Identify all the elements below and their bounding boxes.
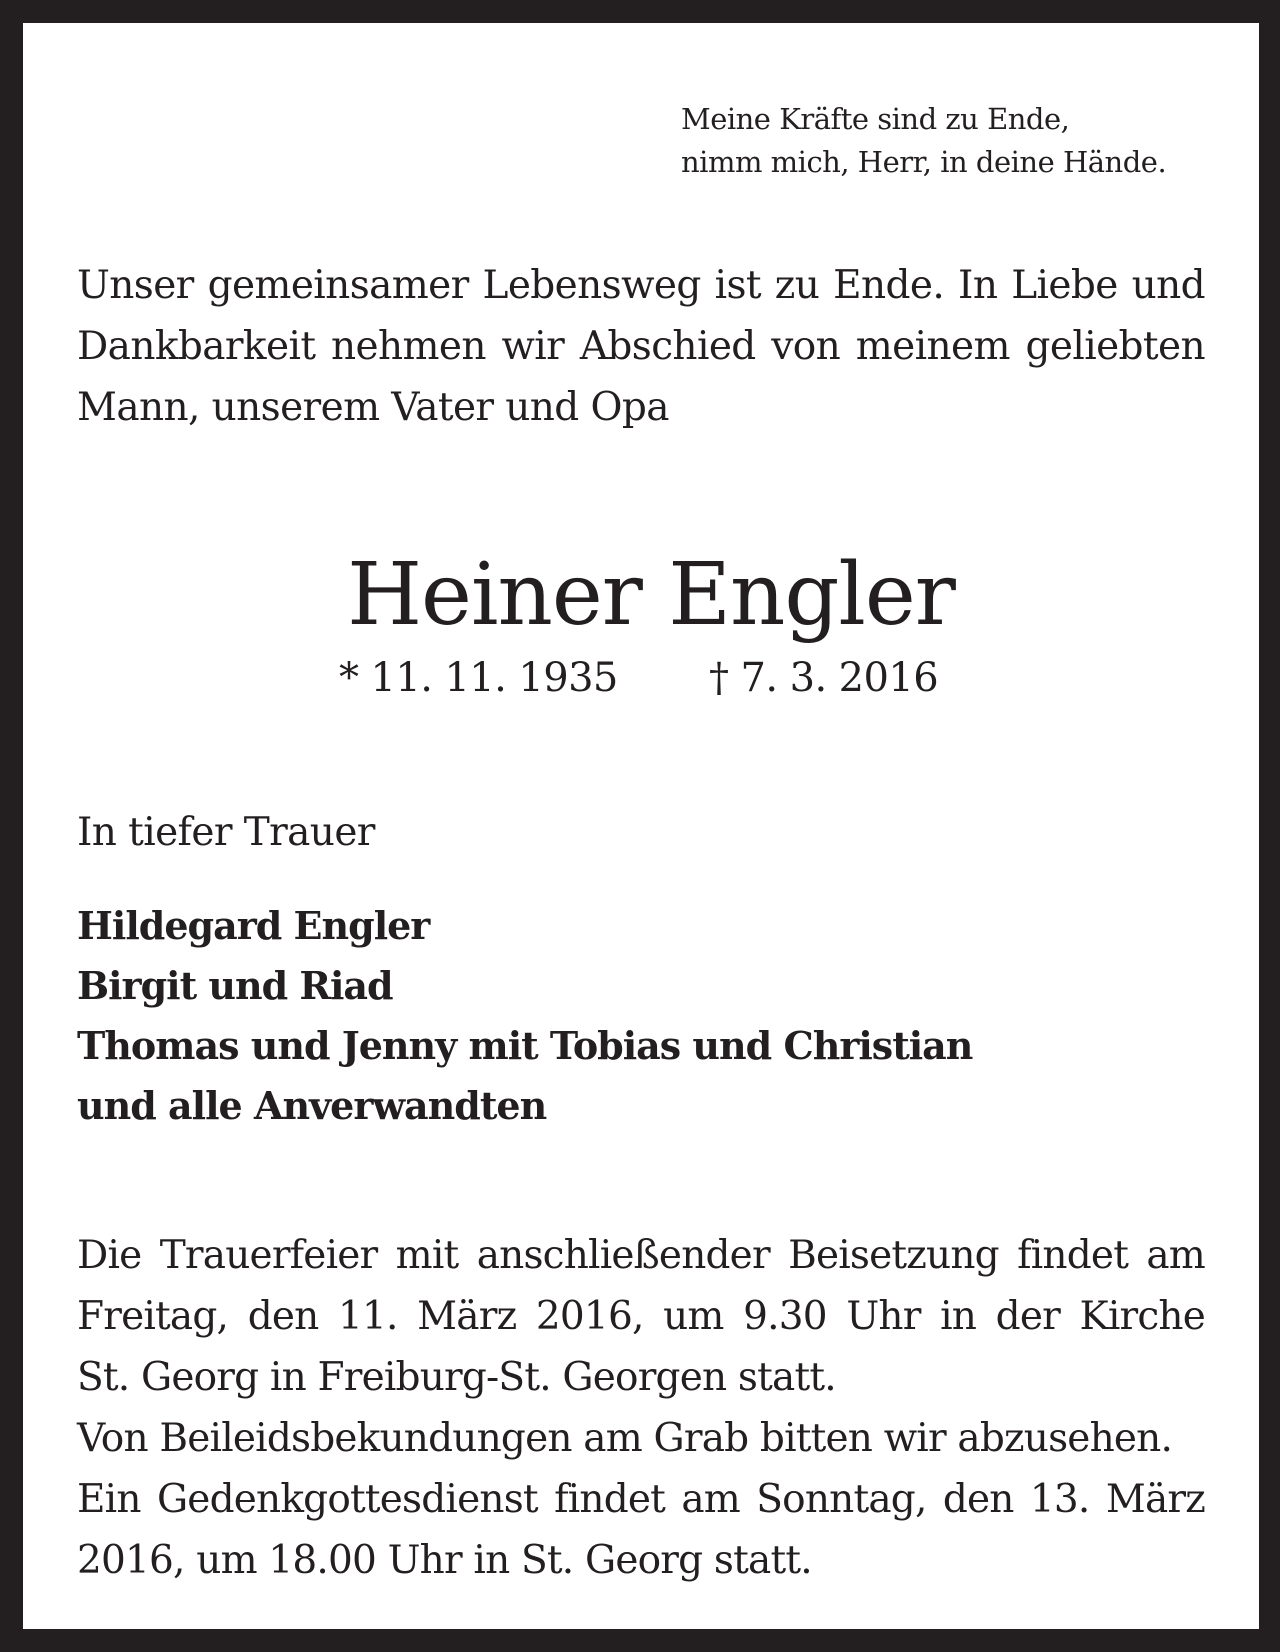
service-info [77, 1225, 1205, 1591]
motto-line: Meine Kräfte sind zu Ende, [681, 102, 1070, 136]
intro-line: Dankbarkeit nehmen wir Abschied von meinem geliebten [77, 324, 1205, 369]
family-member: Birgit und Riad [77, 963, 393, 1008]
motto-verse [681, 98, 1166, 184]
intro-line: Unser gemeinsamer Lebensweg ist zu Ende. In Liebe und [77, 263, 1205, 308]
service-line: 2016, um 18.00 Uhr in St. Georg statt. [77, 1538, 812, 1583]
birth-date: * 11. 11. 1935 [339, 655, 618, 701]
deceased-name: Heiner Engler [347, 545, 955, 645]
service-line: St. Georg in Freiburg-St. Georgen statt. [77, 1355, 836, 1400]
service-line: Die Trauerfeier mit anschließender Beisetzung findet am [77, 1233, 1205, 1278]
obituary-card [23, 23, 1259, 1629]
service-line: Ein Gedenkgottesdienst findet am Sonntag, den 13. März [77, 1477, 1205, 1522]
death-date: † 7. 3. 2016 [709, 655, 939, 701]
service-line: Von Beileidsbekundungen am Grab bitten wir abzusehen. [77, 1416, 1173, 1461]
family-member: Thomas und Jenny mit Tobias und Christian [77, 1023, 973, 1068]
family-member: Hildegard Engler [77, 903, 430, 948]
family-list [77, 896, 972, 1136]
motto-line: nimm mich, Herr, in deine Hände. [681, 145, 1167, 179]
mourning-label: In tiefer Trauer [77, 810, 375, 855]
intro-line: Mann, unserem Vater und Opa [77, 385, 669, 430]
family-member: und alle Anverwandten [77, 1083, 547, 1128]
life-dates [339, 650, 939, 706]
intro-paragraph [77, 255, 1205, 438]
service-line: Freitag, den 11. März 2016, um 9.30 Uhr in der Kirche [77, 1294, 1205, 1339]
